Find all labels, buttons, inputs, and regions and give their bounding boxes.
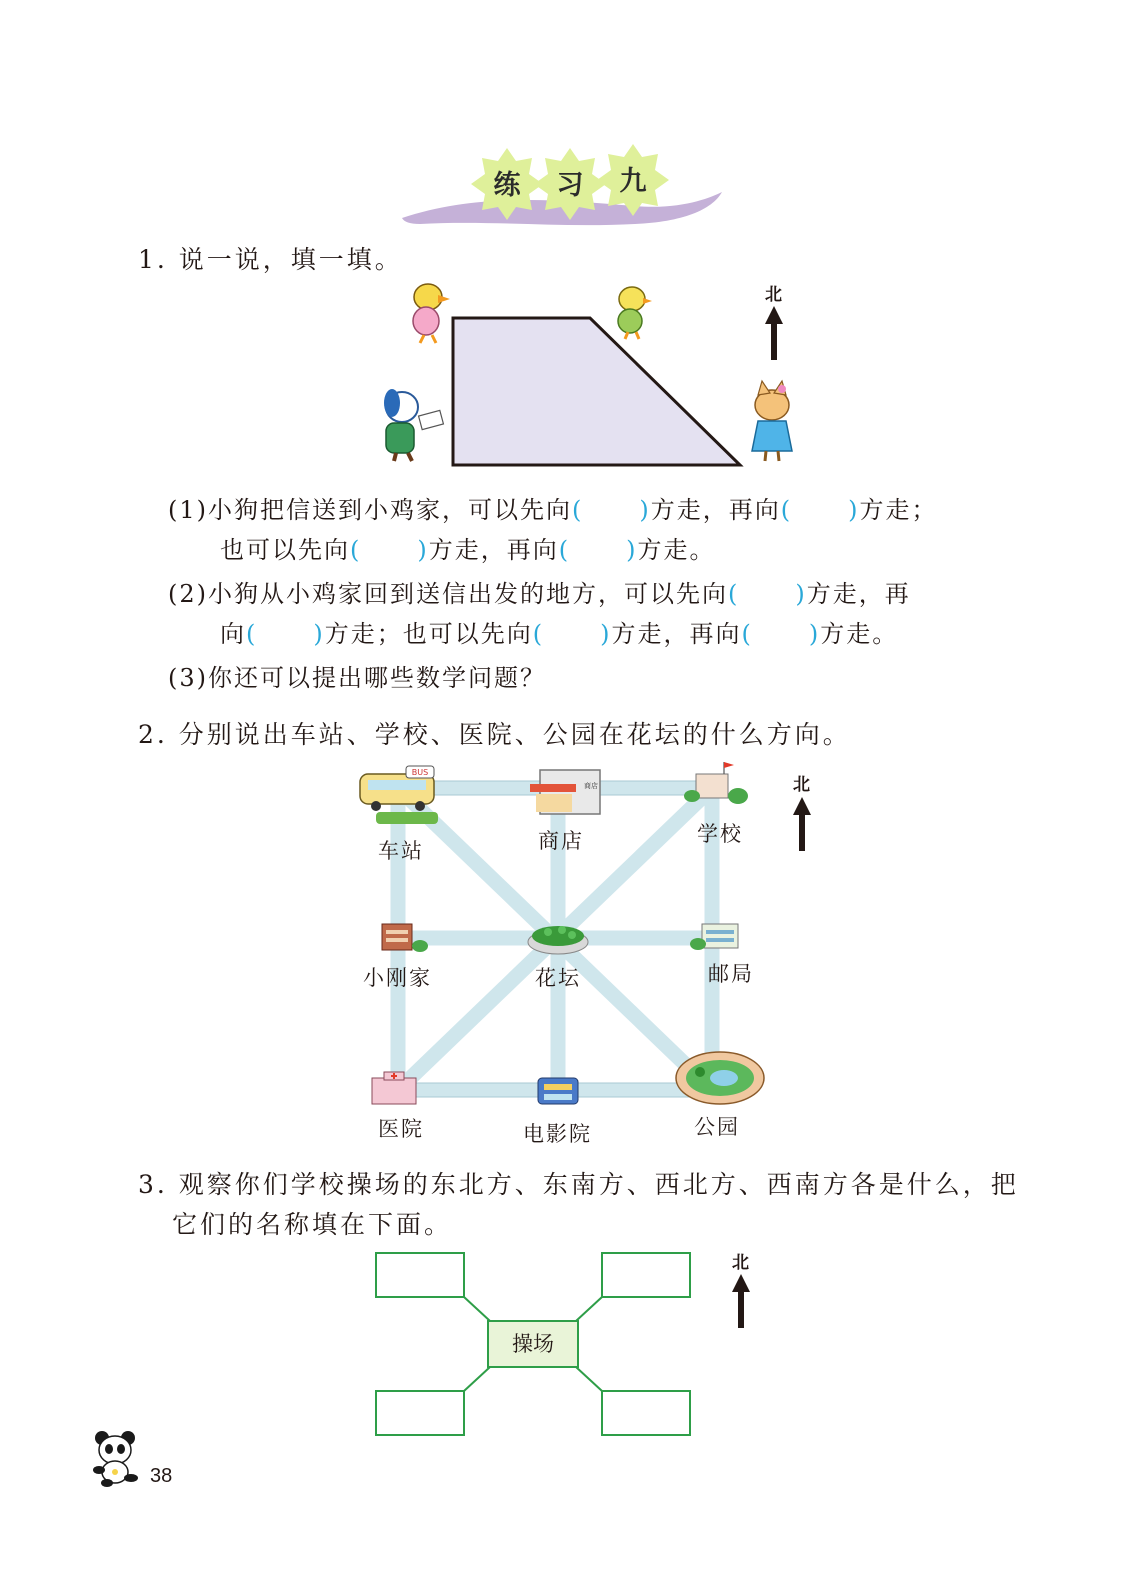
q3-north-label: 北 — [732, 1253, 749, 1273]
cat-icon — [752, 381, 792, 461]
label-park: 公园 — [694, 1115, 740, 1139]
q1-sub2-number: (2) — [168, 580, 208, 608]
title-char-3: 九 — [619, 166, 647, 197]
label-flowerbed: 花坛 — [535, 966, 581, 990]
bus-station-icon — [360, 766, 438, 824]
southeast-box[interactable] — [602, 1391, 690, 1435]
answer-blank[interactable]: ( ) — [558, 536, 638, 564]
q1-sub3-number: (3) — [168, 664, 208, 692]
q2-prompt: 2. 分别说出车站、学校、医院、公园在花坛的什么方向。 — [138, 720, 851, 749]
cinema-icon — [538, 1078, 578, 1104]
label-station: 车站 — [378, 839, 424, 863]
title-char-2: 习 — [556, 170, 584, 201]
answer-blank[interactable]: ( ) — [532, 620, 612, 648]
q1-sub1-number: (1) — [168, 496, 208, 524]
title-banner — [390, 140, 730, 240]
label-cinema: 电影院 — [523, 1122, 592, 1146]
chick-icon — [618, 287, 652, 339]
q1-sub1-line1: (1)小狗把信送到小鸡家，可以先向( )方走，再向( )方走； — [168, 496, 938, 524]
label-shop: 商店 — [538, 829, 584, 853]
shop-icon — [530, 770, 600, 814]
page-number: 38 — [150, 1465, 173, 1487]
label-xiaogang-home: 小刚家 — [363, 966, 432, 990]
trapezoid-path — [453, 318, 740, 465]
answer-blank[interactable]: ( ) — [741, 620, 821, 648]
southwest-box[interactable] — [376, 1391, 464, 1435]
answer-blank[interactable]: ( ) — [780, 496, 860, 524]
dog-icon — [384, 389, 443, 461]
duck-icon — [413, 284, 450, 343]
answer-blank[interactable]: ( ) — [246, 620, 325, 648]
bus-sign: BUS — [411, 768, 429, 777]
q3-diagram — [370, 1245, 700, 1445]
panda-icon — [90, 1428, 142, 1488]
answer-blank[interactable]: ( ) — [350, 536, 429, 564]
q3-north-arrow-icon — [731, 1272, 751, 1330]
playground-label: 操场 — [512, 1332, 554, 1356]
q1-sub2-line2: 向( )方走；也可以先向( )方走，再向( )方走。 — [220, 620, 899, 648]
answer-blank[interactable]: ( ) — [728, 580, 807, 608]
label-hospital: 医院 — [378, 1117, 424, 1141]
q1-sub2-line1: (2)小狗从小鸡家回到送信出发的地方，可以先向( )方走，再 — [168, 580, 911, 608]
q1-north-arrow-icon — [764, 304, 784, 362]
q2-north-arrow-icon — [792, 795, 812, 853]
park-icon — [676, 1052, 764, 1104]
flowerbed-icon — [528, 926, 588, 954]
q1-prompt: 1. 说一说，填一填。 — [138, 245, 403, 274]
label-post-office: 邮局 — [708, 962, 754, 986]
q1-sub1-line2: 也可以先向( )方走，再向( )方走。 — [220, 536, 716, 564]
answer-blank[interactable]: ( ) — [572, 496, 651, 524]
q3-prompt-line1: 3. 观察你们学校操场的东北方、东南方、西北方、西南方各是什么，把 — [138, 1170, 1019, 1199]
northwest-box[interactable] — [376, 1253, 464, 1297]
q1-north-label: 北 — [765, 285, 782, 305]
northeast-box[interactable] — [602, 1253, 690, 1297]
label-school: 学校 — [697, 822, 743, 846]
q1-sub3-line: (3)你还可以提出哪些数学问题？ — [168, 664, 546, 692]
q2-north-label: 北 — [793, 775, 810, 795]
q3-prompt-line2: 它们的名称填在下面。 — [172, 1210, 453, 1239]
title-char-1: 练 — [493, 170, 521, 201]
q1-figure — [360, 275, 820, 475]
shop-sign: 商店 — [584, 782, 598, 790]
